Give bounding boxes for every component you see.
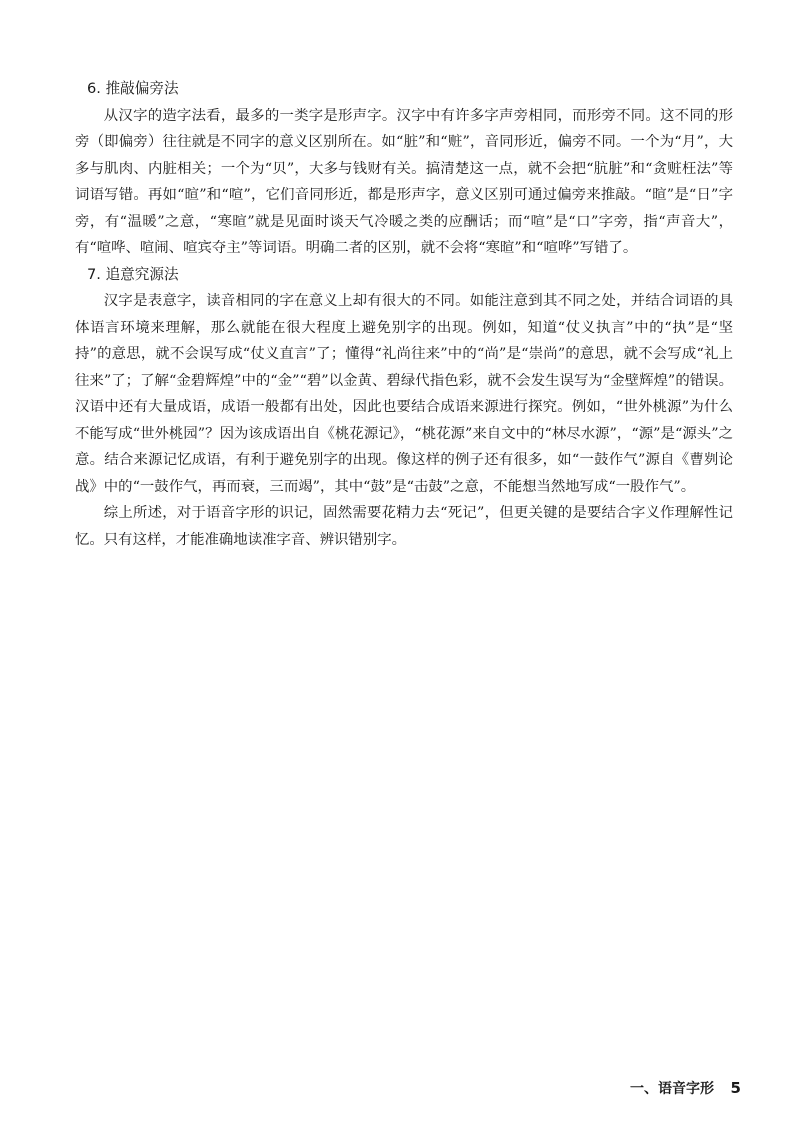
body-paragraph: 汉字是表意字，读音相同的字在意义上却有很大的不同。如能注意到其不同之处，并结合词语的具体语言环境来理解，那么就能在很大程度上避免别字的出现。例如，知道“仗义执言”中的“执”是“坚持”的意思，就不会误写成“仗义直言”了；懂得“礼尚往来”中的“尚”是“崇尚”的意思，就不会写成“礼上往来”了；了解“金碧辉煌”中的“金”“碧”以金黄、碧绿代指色彩，就不会发生误写为“金壁辉煌”的错误。汉语中还有大量成语，成语一般都有出处，因此也要结合成语来源进行探究。例如，“世外桃源”为什么不能写成“世外桃园”？因为该成语出自《桃花源记》，“桃花源”来自文中的“林尽水源”，“源”是“源头”之意。结合来源记忆成语，有利于避免别字的出现。像这样的例子还有很多，如“一鼓作气”源自《曹刿论战》中的“一鼓作气，再而衰，三而竭”，其中“鼓”是“击鼓”之意，不能想当然地写成“一股作气”。 [75,293,733,495]
summary-paragraph: 综上所述，对于语音字形的识记，固然需要花精力去“死记”，但更关键的是要结合字义作理解性记忆。只有这样，才能准确地读准字音、辨识错别字。 [75,505,733,548]
section-heading: 7. 追意究源法 [87,265,179,283]
page-number: 5 [730,1079,741,1097]
main-content [75,76,733,553]
body-paragraph: 从汉字的造字法看，最多的一类字是形声字。汉字中有许多字声旁相同，而形旁不同。这不同的形旁（即偏旁）往往就是不同字的意义区别所在。如“脏”和“赃”，音同形近，偏旁不同。一个为“月”，大多与肌肉、内脏相关；一个为“贝”，大多与钱财有关。搞清楚这一点，就不会把“肮脏”和“贪赃枉法”等词语写错。再如“暄”和“喧”，它们音同形近，都是形声字，意义区别可通过偏旁来推敲。“暄”是“日”字旁，有“温暖”之意，“寒暄”就是见面时谈天气冷暖之类的应酬话；而“喧”是“口”字旁，指“声音大”，有“喧哗、喧闹、喧宾夺主”等词语。明确二者的区别，就不会将“寒暄”和“喧哗”写错了。 [75,107,733,256]
page-footer [630,1078,741,1098]
section-heading: 6. 推敲偏旁法 [87,80,179,97]
chapter-title: 一、语音字形 [630,1081,714,1097]
